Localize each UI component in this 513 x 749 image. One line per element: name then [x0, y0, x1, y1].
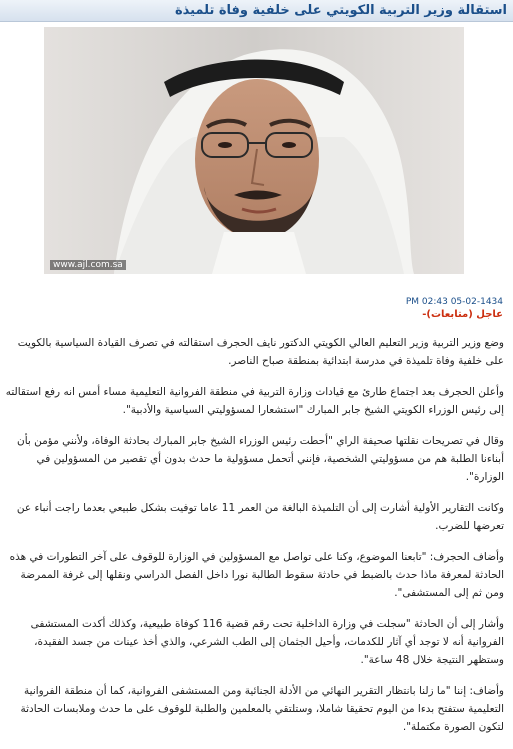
article-body	[0, 334, 504, 749]
photo-watermark: www.ajl.com.sa	[50, 260, 126, 270]
portrait-image	[44, 27, 464, 274]
article-paragraph: وكانت التقارير الأولية أشارت إلى أن التلميذة البالغة من العمر 11 عاما توفيت بشكل طبيعي بعدما راجت أنباء عن تعرضها للضرب.	[16, 502, 504, 532]
article-title: استقالة وزير التربية الكويتي على خلفية وفاة تلميذة	[174, 3, 507, 18]
article-date: PM 02:43 05-02-1434	[405, 297, 503, 307]
article-paragraph: وأضاف الحجرف: "تابعنا الموضوع، وكنا على تواصل مع المسؤولين في الوزارة للوقوف على آخر التطورات في هذه الحادثة لمعرفة ماذا حدث بالضبط في حادثة سقوط الطالبة نورا داخل الفصل الدراسي ونقلها إلى غرفة الممرضة ومن ثم إلى المستشفى".	[9, 551, 504, 599]
article-paragraph: وضع وزير التربية وزير التعليم العالي الكويتي الدكتور نايف الحجرف استقالته في تصرف القيادة السياسية بالكويت على خلفية وفاة تلميذة في مدرسة ابتدائية بمنطقة صباح الناصر.	[17, 337, 504, 367]
title-bar	[0, 0, 513, 22]
article-paragraph: وأشار إلى أن الحادثة "سجلت في وزارة الداخلية تحت رقم قضية 116 كوفاة طبيعية، وكذلك أكدت المستشفى الفروانية أنه لا توجد أي آثار للكدمات، وأحيل الجثمان إلى الطب الشرعي، والذي أخذ عينات من جسد الفقيدة، وستظهر النتيجة خلال 48 ساعة".	[30, 618, 504, 666]
article-meta	[406, 297, 503, 320]
article-paragraph: وقال في تصريحات نقلتها صحيفة الراي "أحطت رئيس الوزراء الشيخ جابر المبارك بحادثة الوفاة، ولأنني مؤمن بأن أبناءنا الطلبة هم من مسؤوليتي الشخصية، فإنني أتحمل مسؤولية ما حدث بدون أي تقصير من المسؤولين في الوزارة".	[17, 435, 504, 483]
article-paragraph: وأضاف: إننا "ما زلنا بانتظار التقرير النهائي من الأدلة الجنائية ومن المستشفى الفروانية، كما أن منطقة الفروانية التعليمية ستفتح بدءا من اليوم تحقيقا شاملا، وستلتقي بالمعلمين والطلبة للوقوف على ما حدث وملابسات الحادثة لتكون الصورة مكتملة".	[20, 685, 504, 733]
article-photo	[44, 27, 464, 274]
article-paragraph: وأعلن الحجرف بعد اجتماع طارئ مع قيادات وزارة التربية في منطقة الفروانية التعليمية مساء أمس انه رفع استقالته إلى رئيس الوزراء الكويتي الشيخ جابر المبارك "استشعارا لمسؤوليتي السياسية والأدبية".	[5, 386, 504, 416]
article-source-tag: عاجل (متابعات)-	[422, 309, 503, 320]
